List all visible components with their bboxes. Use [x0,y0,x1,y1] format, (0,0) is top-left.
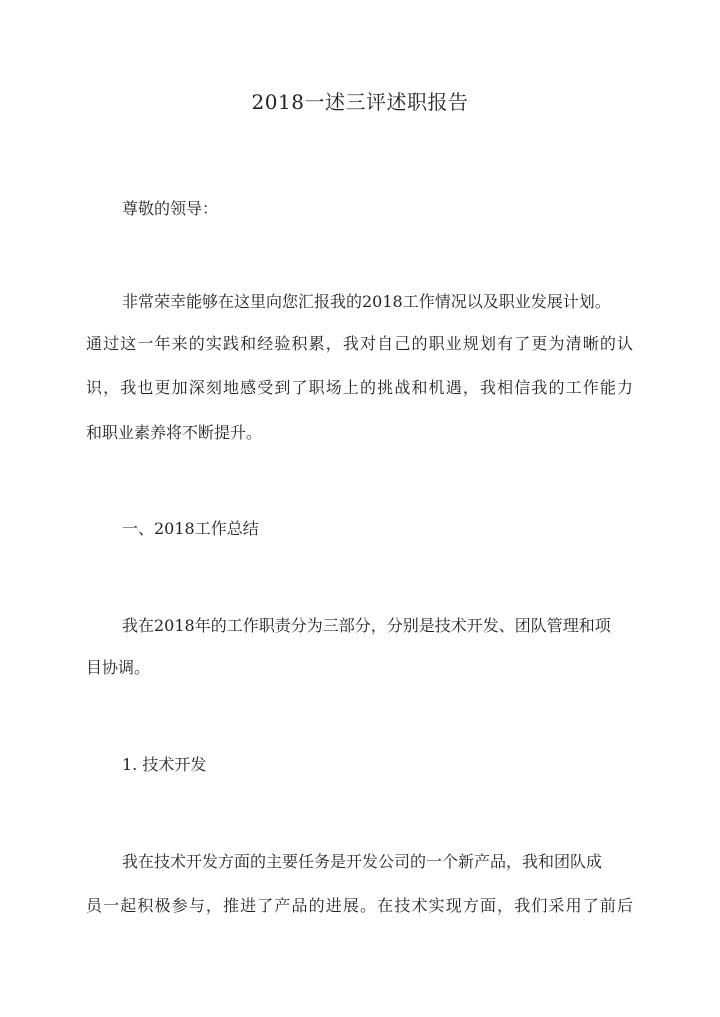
intro-line-4: 和职业素养将不断提升。 [86,423,263,442]
intro-line-3: 识，我也更加深刻地感受到了职场上的挑战和机遇，我相信我的工作能力 [86,378,633,397]
section1-para-line-2: 目协调。 [86,658,151,677]
document-title: 2018一述三评述职报告 [251,90,469,114]
salutation: 尊敬的领导： [122,199,219,218]
subsection1-para-line-2: 员一起积极参与，推进了产品的进展。在技术实现方面，我们采用了前后 [86,896,633,915]
subsection-heading-tech-dev: 1. 技术开发 [122,755,207,774]
intro-line-2: 通过这一年来的实践和经验积累，我对自己的职业规划有了更为清晰的认 [86,334,633,353]
section-heading-work-summary: 一、2018工作总结 [122,519,259,538]
subsection1-para-line-1: 我在技术开发方面的主要任务是开发公司的一个新产品，我和团队成 [122,852,603,871]
section1-para-line-1: 我在2018年的工作职责分为三部分，分别是技术开发、团队管理和项 [122,616,611,635]
intro-line-1: 非常荣幸能够在这里向您汇报我的2018工作情况以及职业发展计划。 [122,292,611,311]
